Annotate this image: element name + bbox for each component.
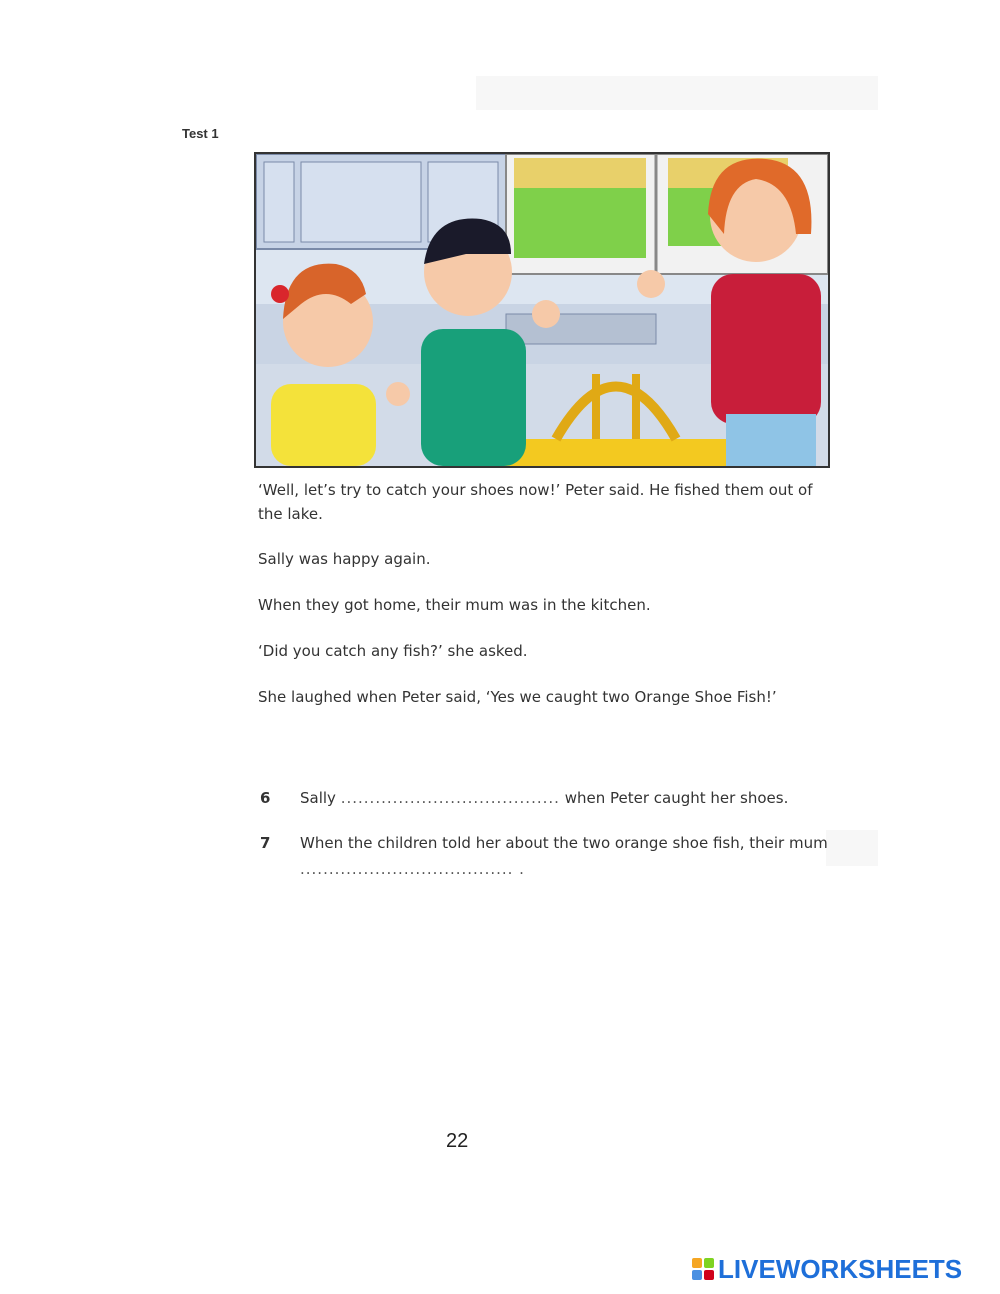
story-text <box>258 478 838 731</box>
question-text: When the children told her about the two orange shoe fish, their mum <box>300 834 828 852</box>
question-number: 7 <box>260 834 271 852</box>
story-paragraph: She laughed when Peter said, ‘Yes we caught two Orange Shoe Fish!’ <box>258 688 777 706</box>
logo-square <box>704 1270 714 1280</box>
question-text <box>300 789 788 807</box>
brand-name: LIVEWORKSHEETS <box>718 1253 963 1284</box>
story-paragraph: Sally was happy again. <box>258 550 431 568</box>
answer-blank[interactable]: ..................................... . <box>300 860 525 878</box>
answer-blank[interactable]: ...................................... <box>340 789 560 807</box>
question-7 <box>260 834 840 884</box>
test-label: Test 1 <box>182 126 219 141</box>
story-paragraph: ‘Well, let’s try to catch your shoes now!’ Peter said. He fished them out of the lake. <box>258 481 813 523</box>
family-laughing-picture <box>256 154 828 466</box>
liveworksheets-icon <box>692 1258 714 1280</box>
liveworksheets-logo <box>692 1254 962 1284</box>
logo-square <box>704 1258 714 1268</box>
page-number: 22 <box>446 1130 469 1152</box>
question-prefix: Sally <box>300 789 336 807</box>
story-paragraph: ‘Did you catch any fish?’ she asked. <box>258 642 528 660</box>
kitchen-illustration <box>254 152 830 468</box>
scan-artifact <box>476 76 878 110</box>
question-suffix: when Peter caught her shoes. <box>564 789 789 807</box>
question-number: 6 <box>260 789 271 807</box>
question-6 <box>260 789 820 813</box>
logo-square <box>692 1258 702 1268</box>
story-paragraph: When they got home, their mum was in the kitchen. <box>258 596 651 614</box>
logo-square <box>692 1270 702 1280</box>
